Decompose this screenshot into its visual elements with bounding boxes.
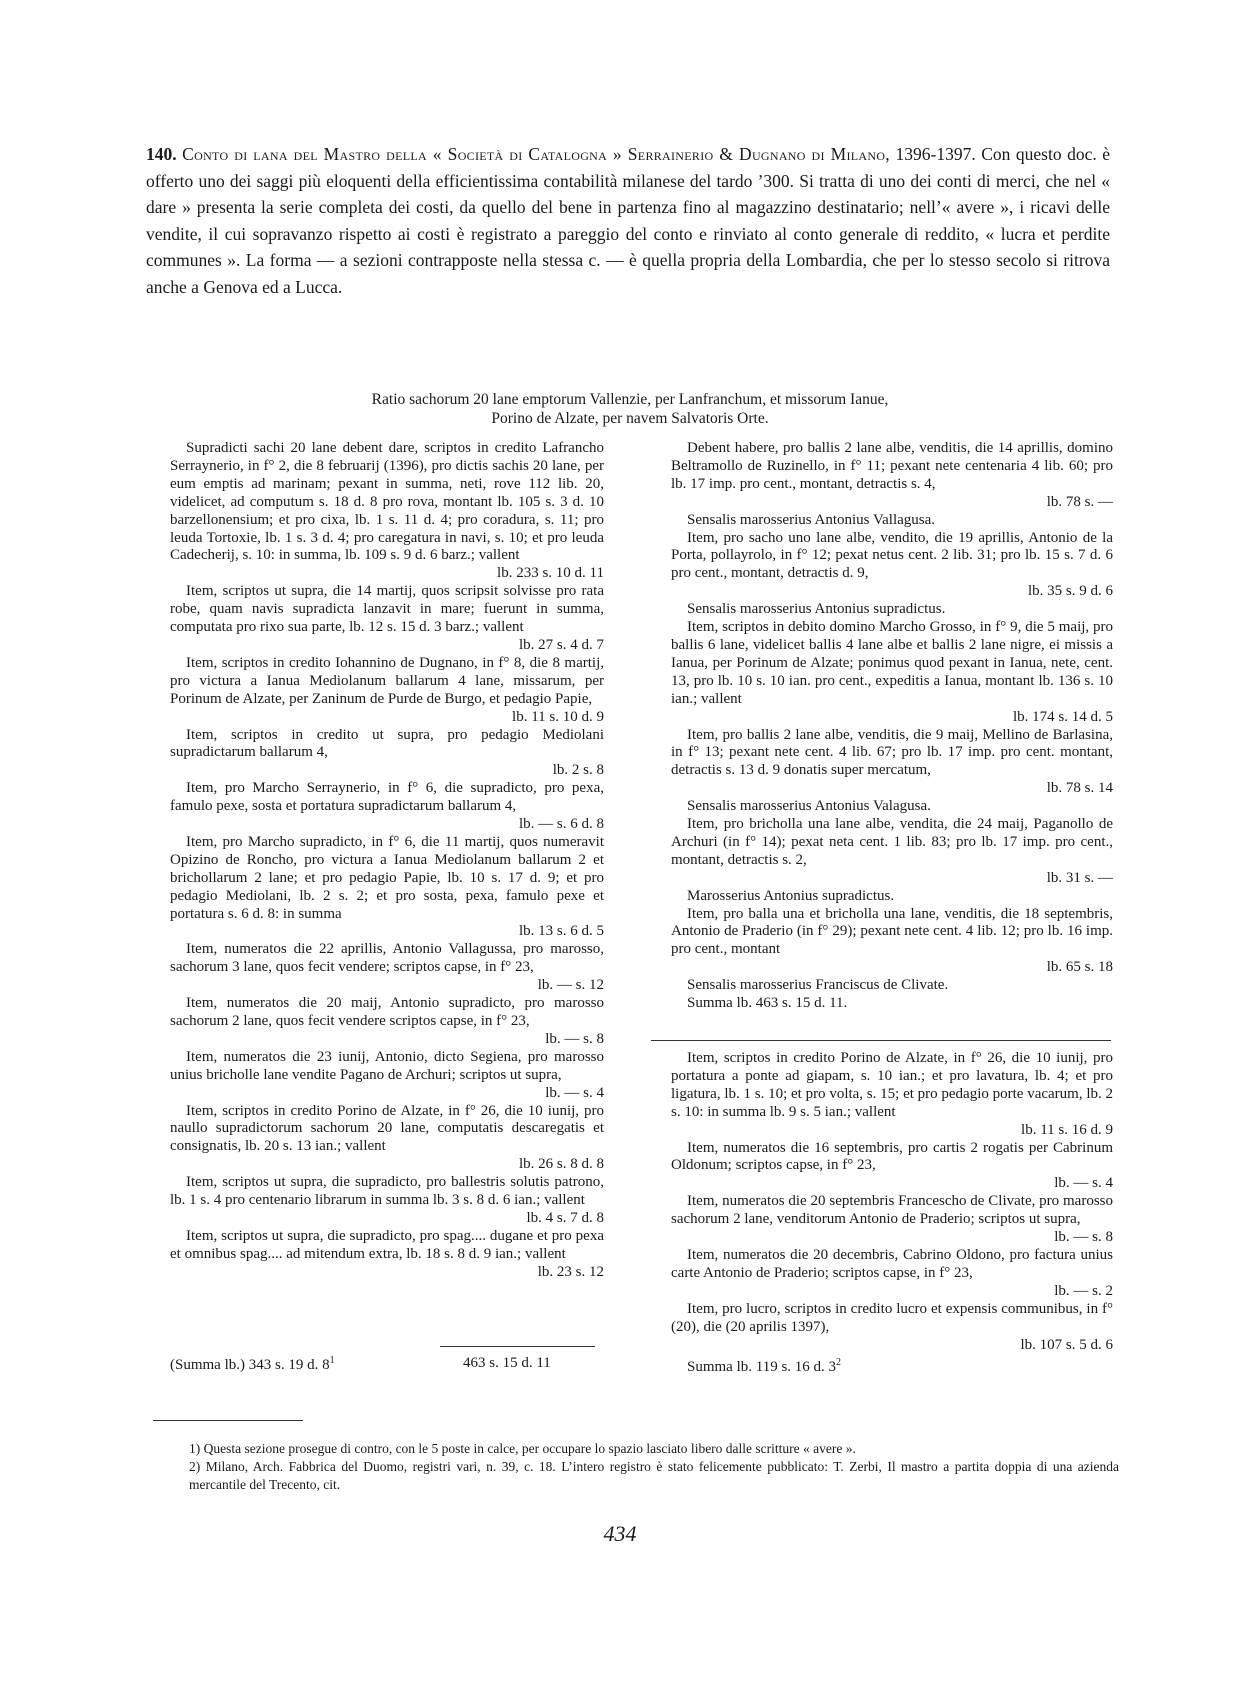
footnote-rule	[153, 1420, 303, 1421]
account-heading-line1: Ratio sachorum 20 lane emptorum Vallenzie, per Lanfranchum, et missorum Ianue,	[371, 391, 889, 408]
entry-text: Sensalis marosserius Antonius Vallagusa.	[687, 511, 936, 528]
entry-amount: lb. 26 s. 8 d. 8	[518, 1156, 604, 1173]
entry-text: Summa lb. 119 s. 16 d. 3	[687, 1359, 837, 1376]
entry-amount: lb. 4 s. 7 d. 8	[526, 1209, 604, 1226]
ledger-entry	[170, 941, 604, 977]
total-rule-left	[440, 1346, 595, 1347]
entry-amount: lb. — s. 8	[1054, 1229, 1113, 1246]
entry-text: Item, numeratos die 20 maij, Antonio supradicto, pro marosso sachorum 2 lane, quos fecit vendere scriptos capse, in f° 23,	[170, 995, 604, 1029]
credit-lower-column	[671, 1050, 1113, 1377]
entry-amount: lb. 31 s. —	[1046, 869, 1113, 886]
ledger-entry	[671, 798, 1113, 816]
ledger-entry	[170, 834, 604, 924]
debit-total-right: 463 s. 15 d. 11	[463, 1355, 551, 1371]
entry-amount: lb. 174 s. 14 d. 5	[1012, 708, 1113, 725]
footnote-mark-2: 2	[836, 1357, 842, 1369]
ledger-entry	[671, 530, 1113, 584]
entry-text: Debent habere, pro ballis 2 lane albe, venditis, die 14 aprillis, domino Beltramollo de Ruzinello, in f° 11; pexant nete centenaria 4 lib. 60; pro lb. 17 imp. pro cent., montant, detractis s. 4,	[671, 440, 1113, 492]
entry-amount: lb. 11 s. 10 d. 9	[512, 708, 604, 725]
ledger-entry	[671, 601, 1113, 619]
account-heading-line2: Porino de Alzate, per navem Salvatoris Orte.	[491, 410, 769, 427]
credit-column	[671, 440, 1113, 1013]
entry-text: Item, scriptos in credito ut supra, pro pedagio Mediolani supradictarum ballarum 4,	[170, 726, 604, 761]
entry-text: Item, numeratos die 16 septembris, pro cartis 2 rogatis per Cabrinum Oldonum; scriptos capse, in f° 23,	[671, 1139, 1113, 1174]
entry-text: Supradicti sachi 20 lane debent dare, scriptos in credito Lafrancho Serraynerio, in f° 2, die 8 februarij (1396), pro dictis sachis 20 lane, per eum emptis ad marinam; pexant in summa, neti, rove 112 lib. 20, videlicet, ad computum s. 18 d. 8 pro rova, montant lb. 105 s. 3 d. 10 barzellonensium; et pro cixa, lb. 1 s. 11 d. 4; pro coradura, s. 11; pro leuda Tortoxie, lb. 1 s. 3 d. 4; pro caregatura in navi, s. 10; et pro leuda Cadecherij, s. 10: in summa, lb. 109 s. 9 d. 6 barz.; vallent	[170, 440, 604, 564]
page-number: 434	[603, 1521, 637, 1546]
entry-text: Item, scriptos ut supra, die supradicto, pro spag.... dugane et pro pexa et omnibus spag.... ad mitendum extra, lb. 18 s. 8 d. 9 ian.; vallent	[170, 1227, 604, 1262]
entry-amount: lb. — s. 2	[1054, 1282, 1113, 1299]
ledger-entry	[671, 995, 1113, 1013]
entry-text: Marosserius Antonius supradictus.	[687, 887, 895, 904]
ledger-entry	[170, 1103, 604, 1157]
entry-text: Item, pro sacho uno lane albe, vendito, die 19 aprillis, Antonio de la Porta, pollayrolo, in f° 12; pexat netus cent. 2 lib. 31; pro lb. 15 s. 7 d. 6 pro cent., montant, detractis d. 9,	[671, 529, 1113, 582]
ledger-entry	[671, 727, 1113, 781]
entry-amount: lb. 23 s. 12	[537, 1263, 604, 1280]
footnotes	[189, 1440, 1119, 1494]
ledger-entry	[671, 1050, 1113, 1122]
ledger-entry	[170, 583, 604, 637]
entry-text: Item, scriptos in debito domino Marcho Grosso, in f° 9, die 5 maij, pro ballis 6 lane, videlicet ballis 4 lane albe et ballis 2 lane nigre, ei missis a Ianua, per Porinum de Alzate; ponimus quod pexant in Ianua, nete, cent. 13, pro lb. 10 s. 10 ian. pro cent., expeditis a Ianua, montant lb. 136 s. 10 ian.; vallent	[671, 619, 1113, 707]
entry-amount: lb. 27 s. 4 d. 7	[518, 636, 604, 653]
entry-amount: lb. — s. 4	[545, 1084, 604, 1101]
entry-text: Item, pro balla una et bricholla una lane, venditis, die 18 septembris, Antonio de Praderio (in f° 29); pexant nete cent. 4 lib. 12; pro lb. 16 imp. pro cent., montant	[671, 905, 1113, 958]
section-divider	[651, 1040, 1111, 1041]
entry-amount: lb. — s. 6 d. 8	[518, 816, 604, 833]
entry-amount: lb. 107 s. 5 d. 6	[1020, 1336, 1113, 1353]
entry-text: Item, scriptos in credito Porino de Alzate, in f° 26, die 10 iunij, pro naullo supradictorum sachorum 20 lane, computatis descaregatis et consignatis, lb. 20 s. 13 ian.; vallent	[170, 1102, 604, 1155]
entry-text: Item, pro ballis 2 lane albe, venditis, die 9 maij, Mellino de Barlasina, in f° 13; pexant nete cent. 4 lib. 67; pro lb. 17 imp. pro cent. montant, detractis s. 13 d. 9 donatis super mercatum,	[671, 726, 1113, 779]
ledger-entry	[671, 977, 1113, 995]
ledger-entry	[671, 619, 1113, 709]
entry-text: Item, scriptos ut supra, die 14 martij, quos scripsit solvisse pro rata robe, quam navis supradicta lanzavit in mare; fuerunt in summa, computata pro rixo sua parte, lb. 12 s. 15 d. 3 barz.; vallent	[170, 583, 604, 636]
entry-text: Item, pro lucro, scriptos in credito lucro et expensis communibus, in f° (20), die (20 aprilis 1397),	[671, 1300, 1113, 1335]
debit-column	[170, 440, 604, 1282]
entry-text: Item, numeratos die 20 decembris, Cabrino Oldono, pro factura unius carte Antonio de Praderio; scriptos capse, in f° 23,	[671, 1246, 1113, 1281]
footnote-1: 1) Questa sezione prosegue di contro, con le 5 poste in calce, per occupare lo spazio lasciato libero dalle scritture « avere ».	[189, 1441, 856, 1456]
ledger-entry	[671, 1193, 1113, 1229]
ledger-entry	[170, 1049, 604, 1085]
entry-amount: lb. — s. 12	[537, 977, 604, 994]
entry-amount: lb. 13 s. 6 d. 5	[518, 923, 604, 940]
entry-text: Item, scriptos ut supra, die supradicto, pro ballestris solutis patrono, lb. 1 s. 4 pro centenario librarum in summa lb. 3 s. 8 d. 6 ian.; vallent	[170, 1174, 604, 1209]
ledger-entry	[671, 1140, 1113, 1176]
ledger-entry	[170, 655, 604, 709]
ledger-entry	[170, 1174, 604, 1210]
entry-amount: lb. 78 s. 14	[1046, 780, 1113, 797]
entry-amount: lb. 35 s. 9 d. 6	[1027, 583, 1113, 600]
entry-text: Sensalis marosserius Franciscus de Clivate.	[687, 977, 949, 994]
entry-amount: lb. 11 s. 16 d. 9	[1021, 1121, 1113, 1138]
ledger-entry	[671, 906, 1113, 960]
ledger-entry	[170, 1228, 604, 1264]
ledger-entry	[170, 440, 604, 565]
document-title: Conto di lana del Mastro della « Società di Catalogna » Serrainerio & Dugnano di Milano,	[182, 144, 890, 164]
entry-amount: lb. — s. 4	[1054, 1175, 1113, 1192]
document-number: 140.	[146, 144, 177, 164]
entry-amount: lb. 233 s. 10 d. 11	[497, 565, 604, 582]
entry-text: Sensalis marosserius Antonius Valagusa.	[687, 798, 931, 815]
ledger-entry	[671, 1354, 1113, 1377]
entry-text: Item, numeratos die 22 aprillis, Antonio Vallagussa, pro marosso, sachorum 3 lane, quos fecit vendere; scriptos capse, in f° 23,	[170, 941, 604, 976]
entry-text: Item, numeratos die 20 septembris Francescho de Clivate, pro marosso sachorum 2 lane, venditorum Antonio de Praderio; scriptos ut supra,	[671, 1193, 1113, 1228]
ledger-entry	[671, 1301, 1113, 1337]
ledger-entry	[671, 1247, 1113, 1283]
intro-paragraph	[146, 141, 1110, 300]
account-heading	[230, 390, 1030, 428]
entry-amount: lb. 65 s. 18	[1046, 959, 1113, 976]
ledger-entry	[170, 727, 604, 763]
entry-text: Item, pro Marcho Serraynerio, in f° 6, die supradicto, pro pexa, famulo pexe, sosta et portatura supradictarum ballarum 4,	[170, 780, 604, 815]
footnote-mark-1: 1	[329, 1355, 335, 1366]
entry-text: Sensalis marosserius Antonius supradictus.	[687, 601, 946, 618]
ledger-entry	[671, 888, 1113, 906]
entry-amount: lb. 78 s. —	[1046, 493, 1113, 510]
ledger-entry	[671, 512, 1113, 530]
entry-text: Item, pro bricholla una lane albe, vendita, die 24 maij, Paganollo de Archuri (in f° 14); pexat neta cent. 1 lib. 83; pro lb. 17 imp. pro cent., montant, detractis s. 2,	[671, 816, 1113, 868]
ledger-entry	[671, 440, 1113, 494]
ledger-entry	[671, 816, 1113, 870]
entry-text: Item, numeratos die 23 iunij, Antonio, dicto Segiena, pro marosso unius bricholle lane vendite Pagano de Archuri; scriptos ut supra,	[170, 1048, 604, 1083]
entry-text: Item, pro Marcho supradicto, in f° 6, die 11 martij, quos numeravit Opizino de Roncho, pro victura a Ianua Mediolanum ballarum 2 et brichollarum 2 lane; et pro pedagio Papie, lb. 10 s. 17 d. 9; et pro pedagio Mediolani, lb. 2 s. 2; et pro sosta, pexa, famulo pexe et portatura s. 6 d. 8: in summa	[170, 833, 604, 922]
entry-text: Summa lb. 463 s. 15 d. 11.	[687, 995, 848, 1012]
entry-amount: lb. — s. 8	[545, 1030, 604, 1047]
footnote-2: 2) Milano, Arch. Fabbrica del Duomo, registri vari, n. 39, c. 18. L’intero registro è stato felicemente pubblicato: T. Zerbi, Il mastro a partita doppia di una azienda mercantile del Trecento, cit.	[189, 1459, 1120, 1492]
entry-amount: lb. 2 s. 8	[552, 762, 604, 779]
entry-text: Item, scriptos in credito Iohannino de Dugnano, in f° 8, die 8 martij, pro victura a Ianua Mediolanum ballarum 4 lane, missarum, per Porinum de Alzate, per Zaninum de Purde de Burgo, et pedagio Papie,	[170, 654, 604, 707]
intro-body: 1396-1397. Con questo doc. è offerto uno dei saggi più eloquenti della efficientissima contabilità milanese del tardo ’300. Si tratta di uno dei conti di merci, che nel « dare » presenta la serie completa dei costi, da quello del bene in partenza fino al magazzino destinatario; nell’« avere », i ricavi delle vendite, il cui sopravanzo rispetto ai costi è registrato a pareggio del conto e rinviato al conto generale di reddito, « lucra et perdite communes ». La forma — a sezioni contrapposte nella stessa c. — è quella propria della Lombardia, che per lo stesso secolo si ritrova anche a Genova ed a Lucca.	[146, 144, 1111, 297]
debit-total-label: (Summa lb.) 343 s. 19 d. 8	[170, 1357, 330, 1373]
entry-text: Item, scriptos in credito Porino de Alzate, in f° 26, die 10 iunij, pro portatura a ponte ad giapam, s. 10 ian.; et pro lavatura, lb. 4; et pro ligatura, lb. 1 s. 10; et pro volta, s. 15; et pro pedagio porte vacarum, lb. 2 s. 10: in summa lb. 9 s. 5 ian.; vallent	[671, 1050, 1113, 1120]
ledger-entry	[170, 780, 604, 816]
ledger-entry	[170, 995, 604, 1031]
